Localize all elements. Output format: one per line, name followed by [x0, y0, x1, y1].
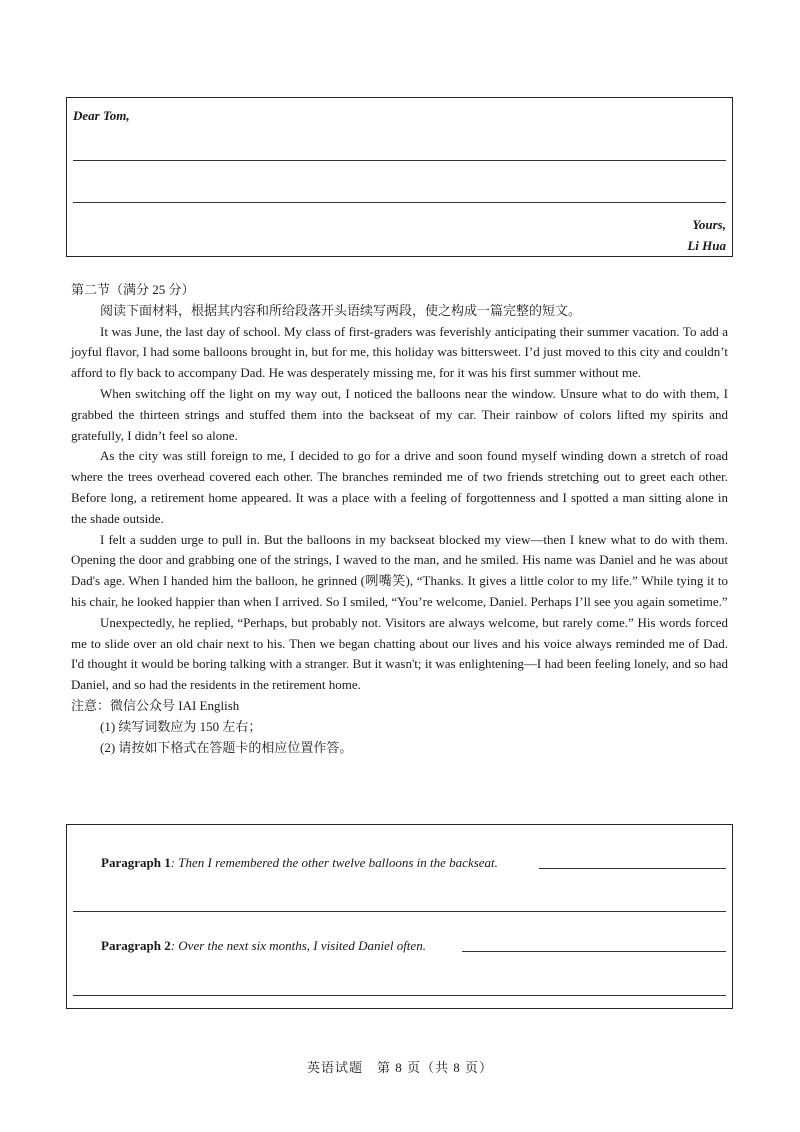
story-paragraph: Unexpectedly, he replied, “Perhaps, but probably not. Visitors are always welcome, but rarely come.” His words forced me to slide over an old chair next to his. Then we began chatting about our lives and his voice always reminded me of Dad. I'd thought it would be boring talking with a stranger. But it wasn't; it was enlightening—I had been feeling lonely, and so had Daniel, and so had the residents in the retirement home.: [71, 614, 728, 693]
paragraph-2-prompt: [101, 938, 426, 954]
paragraph-1-opening: : Then I remembered the other twelve balloons in the backseat.: [170, 855, 498, 870]
letter-greeting: Dear Tom,: [73, 108, 130, 123]
writing-line[interactable]: [73, 911, 726, 912]
writing-line[interactable]: [539, 868, 726, 869]
note-item: (2) 请按如下格式在答题卡的相应位置作答。: [100, 739, 353, 755]
paragraph-2-label: Paragraph 2: [101, 938, 171, 953]
writing-line[interactable]: [73, 995, 726, 996]
section-instruction: 阅读下面材料，根据其内容和所给段落开头语续写两段，使之构成一篇完整的短文。: [100, 302, 582, 318]
paragraph-2-opening: : Over the next six months, I visited Daniel often.: [170, 938, 426, 953]
letter-closing: Yours,: [692, 217, 726, 232]
story-paragraph: As the city was still foreign to me, I decided to go for a drive and soon found myself winding down a stretch of road where the trees overhead covered each other. The branches reminded me of two friends stretching out to greet each other. Before long, a retirement home appeared. It was a place with a feeling of forgottenness and I spotted a man sitting alone in the shade outside.: [71, 448, 728, 526]
paragraph-1-prompt: [101, 855, 498, 871]
writing-line[interactable]: [462, 951, 726, 952]
note-title: 注意：微信公众号 IAI English: [71, 697, 240, 713]
writing-line[interactable]: [73, 202, 726, 203]
letter-signature: Li Hua: [687, 238, 726, 253]
story-paragraph: It was June, the last day of school. My class of first-graders was feverishly anticipating their summer vacation. To add a joyful flavor, I had some balloons brought in, but for me, this holiday was bittersweet. I’d just moved to this city and couldn’t afford to fly back to accompany Dad. He was desperately missing me, for it was his first summer without me.: [71, 323, 728, 381]
paragraph-1-label: Paragraph 1: [101, 855, 171, 870]
story-paragraph: When switching off the light on my way out, I noticed the balloons near the window. Unsure what to do with them, I grabbed the thirteen strings and stuffed them into the backseat of my car. Their rainbow of colors lifted my spirits and gratefully, I didn’t feel so alone.: [71, 385, 728, 443]
note-item: (1) 续写词数应为 150 左右；: [100, 718, 262, 734]
continuation-writing-section: [71, 280, 728, 758]
answer-format-box: [66, 824, 733, 1009]
writing-line[interactable]: [73, 160, 726, 161]
letter-writing-box: [66, 97, 733, 257]
page-footer: 英语试题 第 8 页（共 8 页）: [306, 1060, 493, 1075]
story-paragraph: I felt a sudden urge to pull in. But the balloons in my backseat blocked my view—then I knew what to do with them. Opening the door and grabbing one of the strings, I waved to the man, and he smiled. His name was Daniel and he was about Dad's age. When I handed him the balloon, he grinned (咧嘴笑), “Thanks. It gives a little color to my life.” While tying it to his chair, he looked happier than when I arrived. So I smiled, “You’re welcome, Daniel. Perhaps I’ll see you again sometime.”: [71, 531, 728, 609]
section-heading: 第二节（满分 25 分）: [71, 282, 195, 297]
